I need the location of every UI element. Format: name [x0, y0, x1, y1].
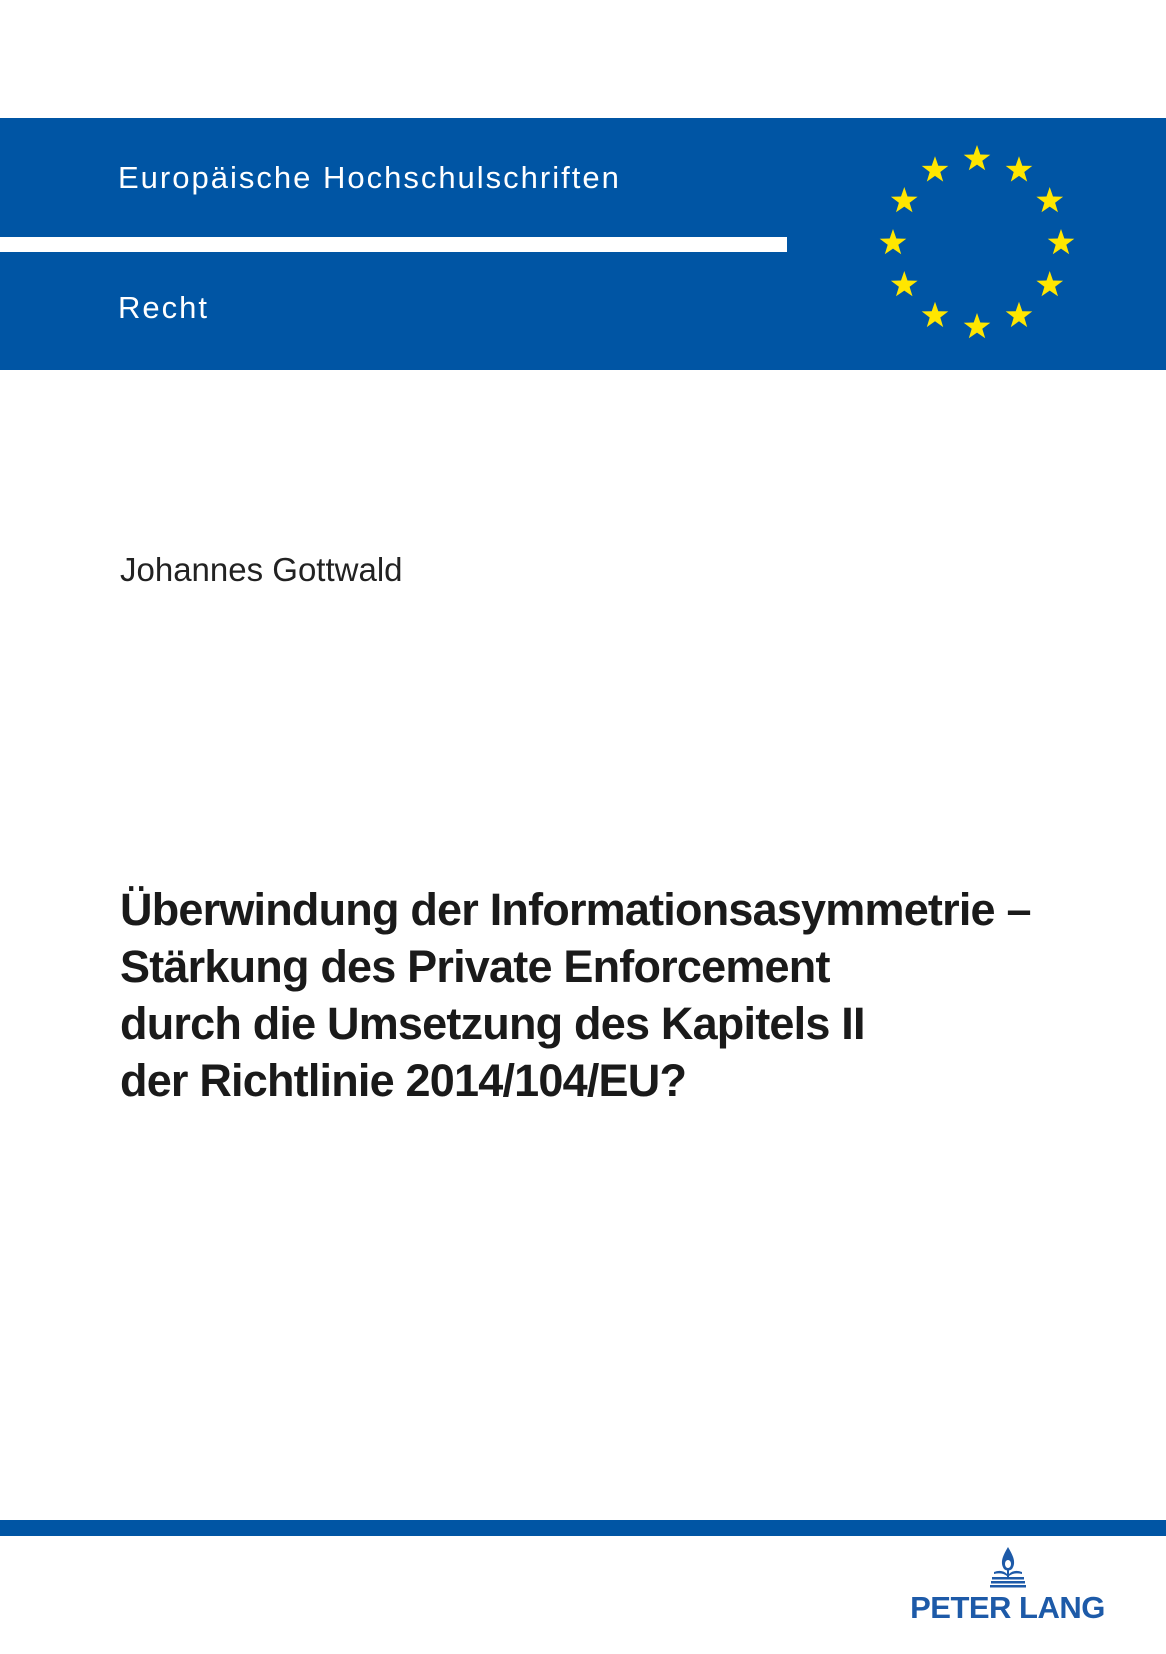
star-icon — [922, 302, 949, 327]
star-icon — [1048, 229, 1075, 254]
star-icon — [1006, 302, 1033, 327]
peter-lang-flame-book-icon — [990, 1545, 1026, 1589]
star-icon — [880, 229, 907, 254]
title-line: Stärkung des Private Enforcement — [120, 941, 830, 992]
author-name: Johannes Gottwald — [120, 551, 403, 588]
star-icon — [964, 145, 991, 170]
star-icon — [1036, 271, 1063, 296]
book-title — [120, 881, 1031, 1109]
publisher-logo — [905, 1545, 1110, 1625]
star-icon — [1036, 187, 1063, 212]
title-line: Überwindung der Informationsasymmetrie – — [120, 884, 1031, 935]
star-icon — [922, 156, 949, 181]
series-title: Europäische Hochschulschriften — [118, 160, 621, 195]
star-icon — [964, 313, 991, 338]
divider-stripe — [0, 237, 787, 252]
star-icon — [891, 271, 918, 296]
publisher-name: PETER LANG — [910, 1590, 1105, 1625]
star-icon — [1006, 156, 1033, 181]
bottom-bar — [0, 1520, 1166, 1536]
eu-stars-icon — [877, 143, 1077, 343]
star-icon — [891, 187, 918, 212]
title-line: durch die Umsetzung des Kapitels II — [120, 998, 865, 1049]
subseries-title: Recht — [118, 290, 209, 325]
title-line: der Richtlinie 2014/104/EU? — [120, 1055, 687, 1106]
